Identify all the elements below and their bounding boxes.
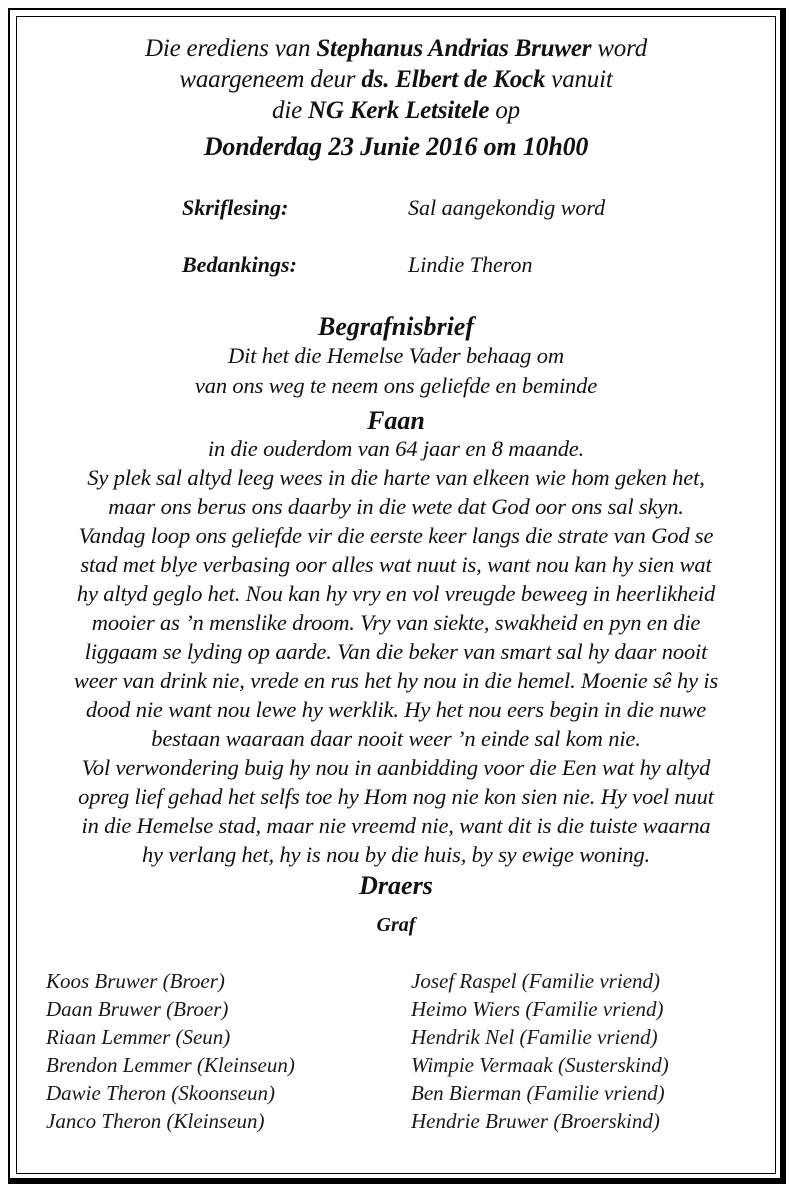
bearers-subheading: Graf (376, 914, 416, 936)
letter-body-line: stad met blye verbasing oor alles wat nuut is, want nou kan hy sien wat (80, 552, 712, 577)
service-line-2-pre: waargeneem deur (179, 66, 362, 93)
letter-body-line: mooier as ’n menslike droom. Vry van siekte, swakheid en pyn en die (91, 610, 701, 635)
letter-body-line: hy verlang het, hy is nou by die huis, by sy ewige woning. (141, 842, 651, 867)
service-line-2-post: vanuit (545, 66, 613, 93)
minister-name: ds. Elbert de Kock (361, 66, 546, 93)
bearer-right: Hendrie Bruwer (Broerskind) (411, 1109, 660, 1133)
letter-body-line: Vol verwondering buig hy nou in aanbidding voor die Een wat hy altyd (81, 755, 711, 780)
letter-heading: Begrafnisbrief (318, 312, 474, 341)
bearer-left: Riaan Lemmer (Seun) (46, 1025, 231, 1049)
service-line-1-post: word (591, 35, 647, 62)
thanks-value: Lindie Theron (408, 252, 533, 277)
letter-body-line: Vandag loop ons geliefde vir die eerste keer langs die strate van God se (78, 523, 714, 548)
bearer-left: Brendon Lemmer (Kleinseun) (46, 1053, 295, 1077)
letter-intro-line: van ons weg te neem ons geliefde en beminde (194, 373, 598, 398)
bearer-left: Daan Bruwer (Broer) (46, 997, 229, 1021)
letter-body-line: Sy plek sal altyd leeg wees in die harte van elkeen wie hom geken het, (87, 465, 705, 490)
bearer-right: Wimpie Vermaak (Susterskind) (411, 1053, 669, 1077)
deceased-name: Stephanus Andrias Bruwer (316, 35, 592, 62)
nickname: Faan (367, 406, 425, 435)
service-line-3-post: op (489, 97, 520, 124)
thanks-label: Bedankings: (182, 252, 297, 277)
bearer-right: Ben Bierman (Familie vriend) (411, 1081, 665, 1105)
bearer-left: Dawie Theron (Skoonseun) (46, 1081, 276, 1105)
letter-body-line: hy altyd geglo het. Nou kan hy vry en vol vreugde beweeg in heerlikheid (76, 581, 716, 606)
scripture-value: Sal aangekondig word (408, 195, 606, 220)
bearer-right: Heimo Wiers (Familie vriend) (411, 997, 664, 1021)
service-line-3 (20, 96, 772, 126)
bearer-left: Koos Bruwer (Broer) (46, 969, 225, 993)
letter-body-line: weer van drink nie, vrede en rus het hy nou in die hemel. Moenie sê hy is (73, 668, 719, 693)
letter-body-line: liggaam se lyding op aarde. Van die beker van smart sal hy daar nooit (84, 639, 708, 664)
bearer-right: Josef Raspel (Familie vriend) (411, 969, 661, 993)
service-line-1-pre: Die erediens van (145, 35, 317, 62)
service-line-1 (20, 34, 772, 64)
letter-body-line: in die Hemelse stad, maar nie vreemd nie, want dit is die tuiste waarna (81, 813, 711, 838)
letter-body-line: maar ons berus ons daarby in die wete dat God oor ons sal skyn. (108, 494, 684, 519)
service-line-2 (20, 65, 772, 95)
letter-body-line: bestaan waaraan daar nooit weer ’n einde sal kom nie. (151, 726, 641, 751)
funeral-notice (20, 28, 772, 1168)
letter-body-line: opreg lief gehad het selfs toe hy Hom nog nie kon sien nie. Hy voel nuut (78, 784, 714, 809)
letter-body-line: in die ouderdom van 64 jaar en 8 maande. (207, 436, 585, 461)
letter-intro-line: Dit het die Hemelse Vader behaag om (228, 343, 564, 368)
service-date: Donderdag 23 Junie 2016 om 10h00 (203, 132, 589, 161)
scripture-label: Skriflesing: (182, 195, 289, 220)
bearer-right: Hendrik Nel (Familie vriend) (411, 1025, 658, 1049)
church-name: NG Kerk Letsitele (308, 97, 490, 124)
bearer-left: Janco Theron (Kleinseun) (46, 1109, 265, 1133)
service-line-3-pre: die (272, 97, 309, 124)
letter-body-line: dood nie want nou lewe hy werklik. Hy het nou eers begin in die nuwe (85, 697, 707, 722)
bearers-heading: Draers (359, 871, 433, 900)
